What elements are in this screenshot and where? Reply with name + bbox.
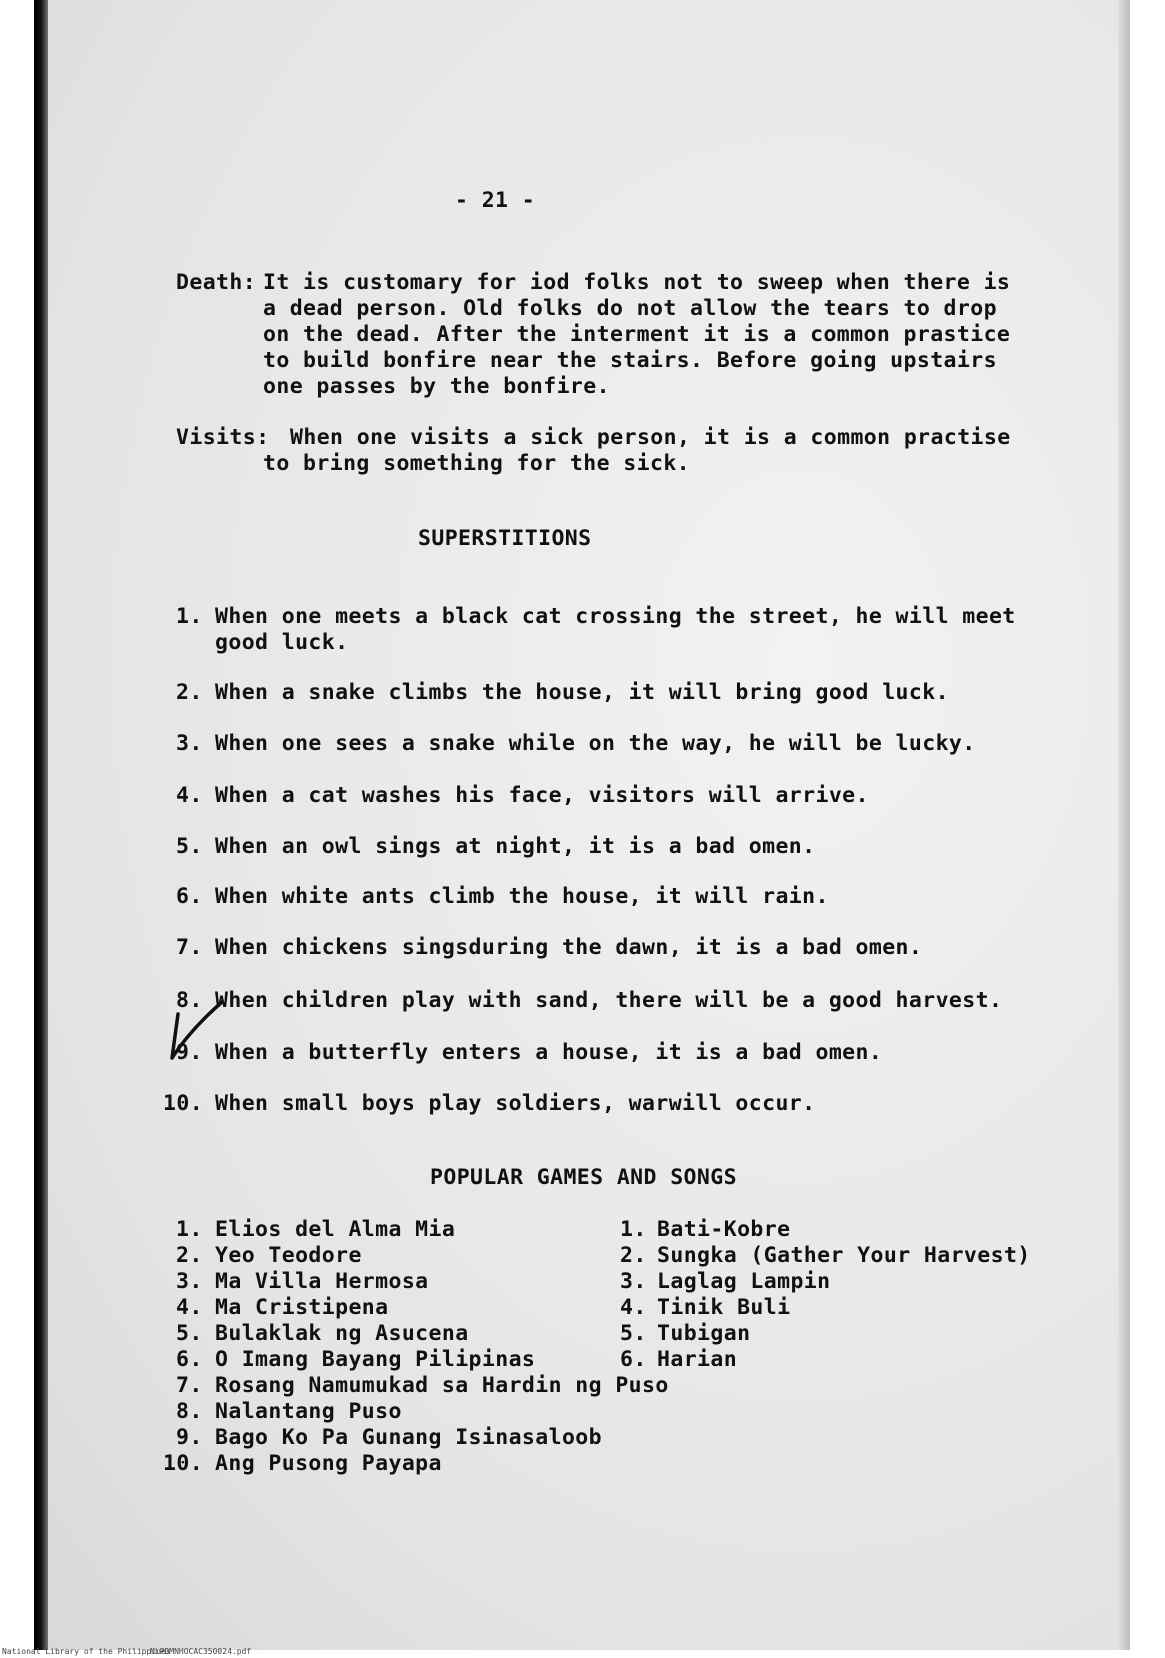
superstition-text: When one sees a snake while on the way, he will be lucky. [215,731,976,756]
song-number: 8. [176,1399,203,1424]
game-number: 4. [620,1295,647,1320]
song-number: 1. [176,1217,203,1242]
superstition-text: When one meets a black cat crossing the street, he will meet [215,604,1016,629]
song-title: Yeo Teodore [215,1243,362,1268]
song-number: 2. [176,1243,203,1268]
song-title: O Imang Bayang Pilipinas [215,1347,536,1372]
superstition-number: 9. [176,1040,203,1065]
superstition-number: 1. [176,604,203,629]
song-number: 10. [163,1451,204,1476]
game-title: Tinik Buli [657,1295,791,1320]
superstition-text: When a cat washes his face, visitors will arrive. [215,783,869,808]
song-title: Bulaklak ng Asucena [215,1321,469,1346]
visits-label: Visits: [176,425,270,450]
game-title: Harian [657,1347,738,1372]
game-number: 2. [620,1243,647,1268]
superstition-number: 5. [176,834,203,859]
checkmark-icon [170,1000,240,1080]
game-title: Bati-Kobre [657,1217,791,1242]
superstitions-heading: SUPERSTITIONS [418,526,592,551]
game-number: 1. [620,1217,647,1242]
death-line: on the dead. After the interment it is a common prastice [263,322,1011,347]
superstition-number: 3. [176,731,203,756]
song-title: Nalantang Puso [215,1399,402,1424]
death-label: Death: [176,270,257,295]
superstition-number: 8. [176,988,203,1013]
death-line: one passes by the bonfire. [263,374,610,399]
game-number: 3. [620,1269,647,1294]
game-number: 6. [620,1347,647,1372]
superstition-text: When a snake climbs the house, it will bring good luck. [215,680,949,705]
song-number: 7. [176,1373,203,1398]
song-title: Rosang Namumukad sa Hardin ng Puso [215,1373,669,1398]
song-title: Bago Ko Pa Gunang Isinasaloob [215,1425,602,1450]
game-title: Laglag Lampin [657,1269,831,1294]
song-title: Ma Cristipena [215,1295,389,1320]
song-title: Elios del Alma Mia [215,1217,456,1242]
superstition-number: 10. [163,1091,204,1116]
song-number: 5. [176,1321,203,1346]
game-title: Sungka (Gather Your Harvest) [657,1243,1031,1268]
game-number: 5. [620,1321,647,1346]
footer-filename: NLPDMNHOCAC350024.pdf [150,1647,252,1656]
superstition-text: When children play with sand, there will be a good harvest. [215,988,1003,1013]
superstition-number: 6. [176,884,203,909]
song-number: 3. [176,1269,203,1294]
page-number: - 21 - [455,188,536,213]
song-number: 6. [176,1347,203,1372]
game-title: Tubigan [657,1321,751,1346]
page-binding-edge [34,0,48,1650]
superstition-number: 7. [176,935,203,960]
death-line: a dead person. Old folks do not allow the tears to drop [263,296,997,321]
superstition-text: When a butterfly enters a house, it is a bad omen. [215,1040,883,1065]
death-line: to build bonfire near the stairs. Before going upstairs [263,348,997,373]
superstition-text: When small boys play soldiers, warwill occur. [215,1091,816,1116]
visits-line: to bring something for the sick. [263,451,691,476]
superstition-text: good luck. [215,630,349,655]
song-number: 4. [176,1295,203,1320]
superstition-text: When chickens singsduring the dawn, it is a bad omen. [215,935,923,960]
death-line: It is customary for iod folks not to sweep when there is [263,270,1011,295]
games-heading: POPULAR GAMES AND SONGS [430,1165,737,1190]
superstition-number: 2. [176,680,203,705]
song-title: Ma Villa Hermosa [215,1269,429,1294]
superstition-text: When an owl sings at night, it is a bad omen. [215,834,816,859]
superstition-number: 4. [176,783,203,808]
song-title: Ang Pusong Payapa [215,1451,442,1476]
superstition-text: When white ants climb the house, it will rain. [215,884,829,909]
song-number: 9. [176,1425,203,1450]
footer-library: National Library of the Philippines [2,1647,171,1656]
visits-line: When one visits a sick person, it is a common practise [290,425,1011,450]
page-right-edge [1118,0,1130,1650]
